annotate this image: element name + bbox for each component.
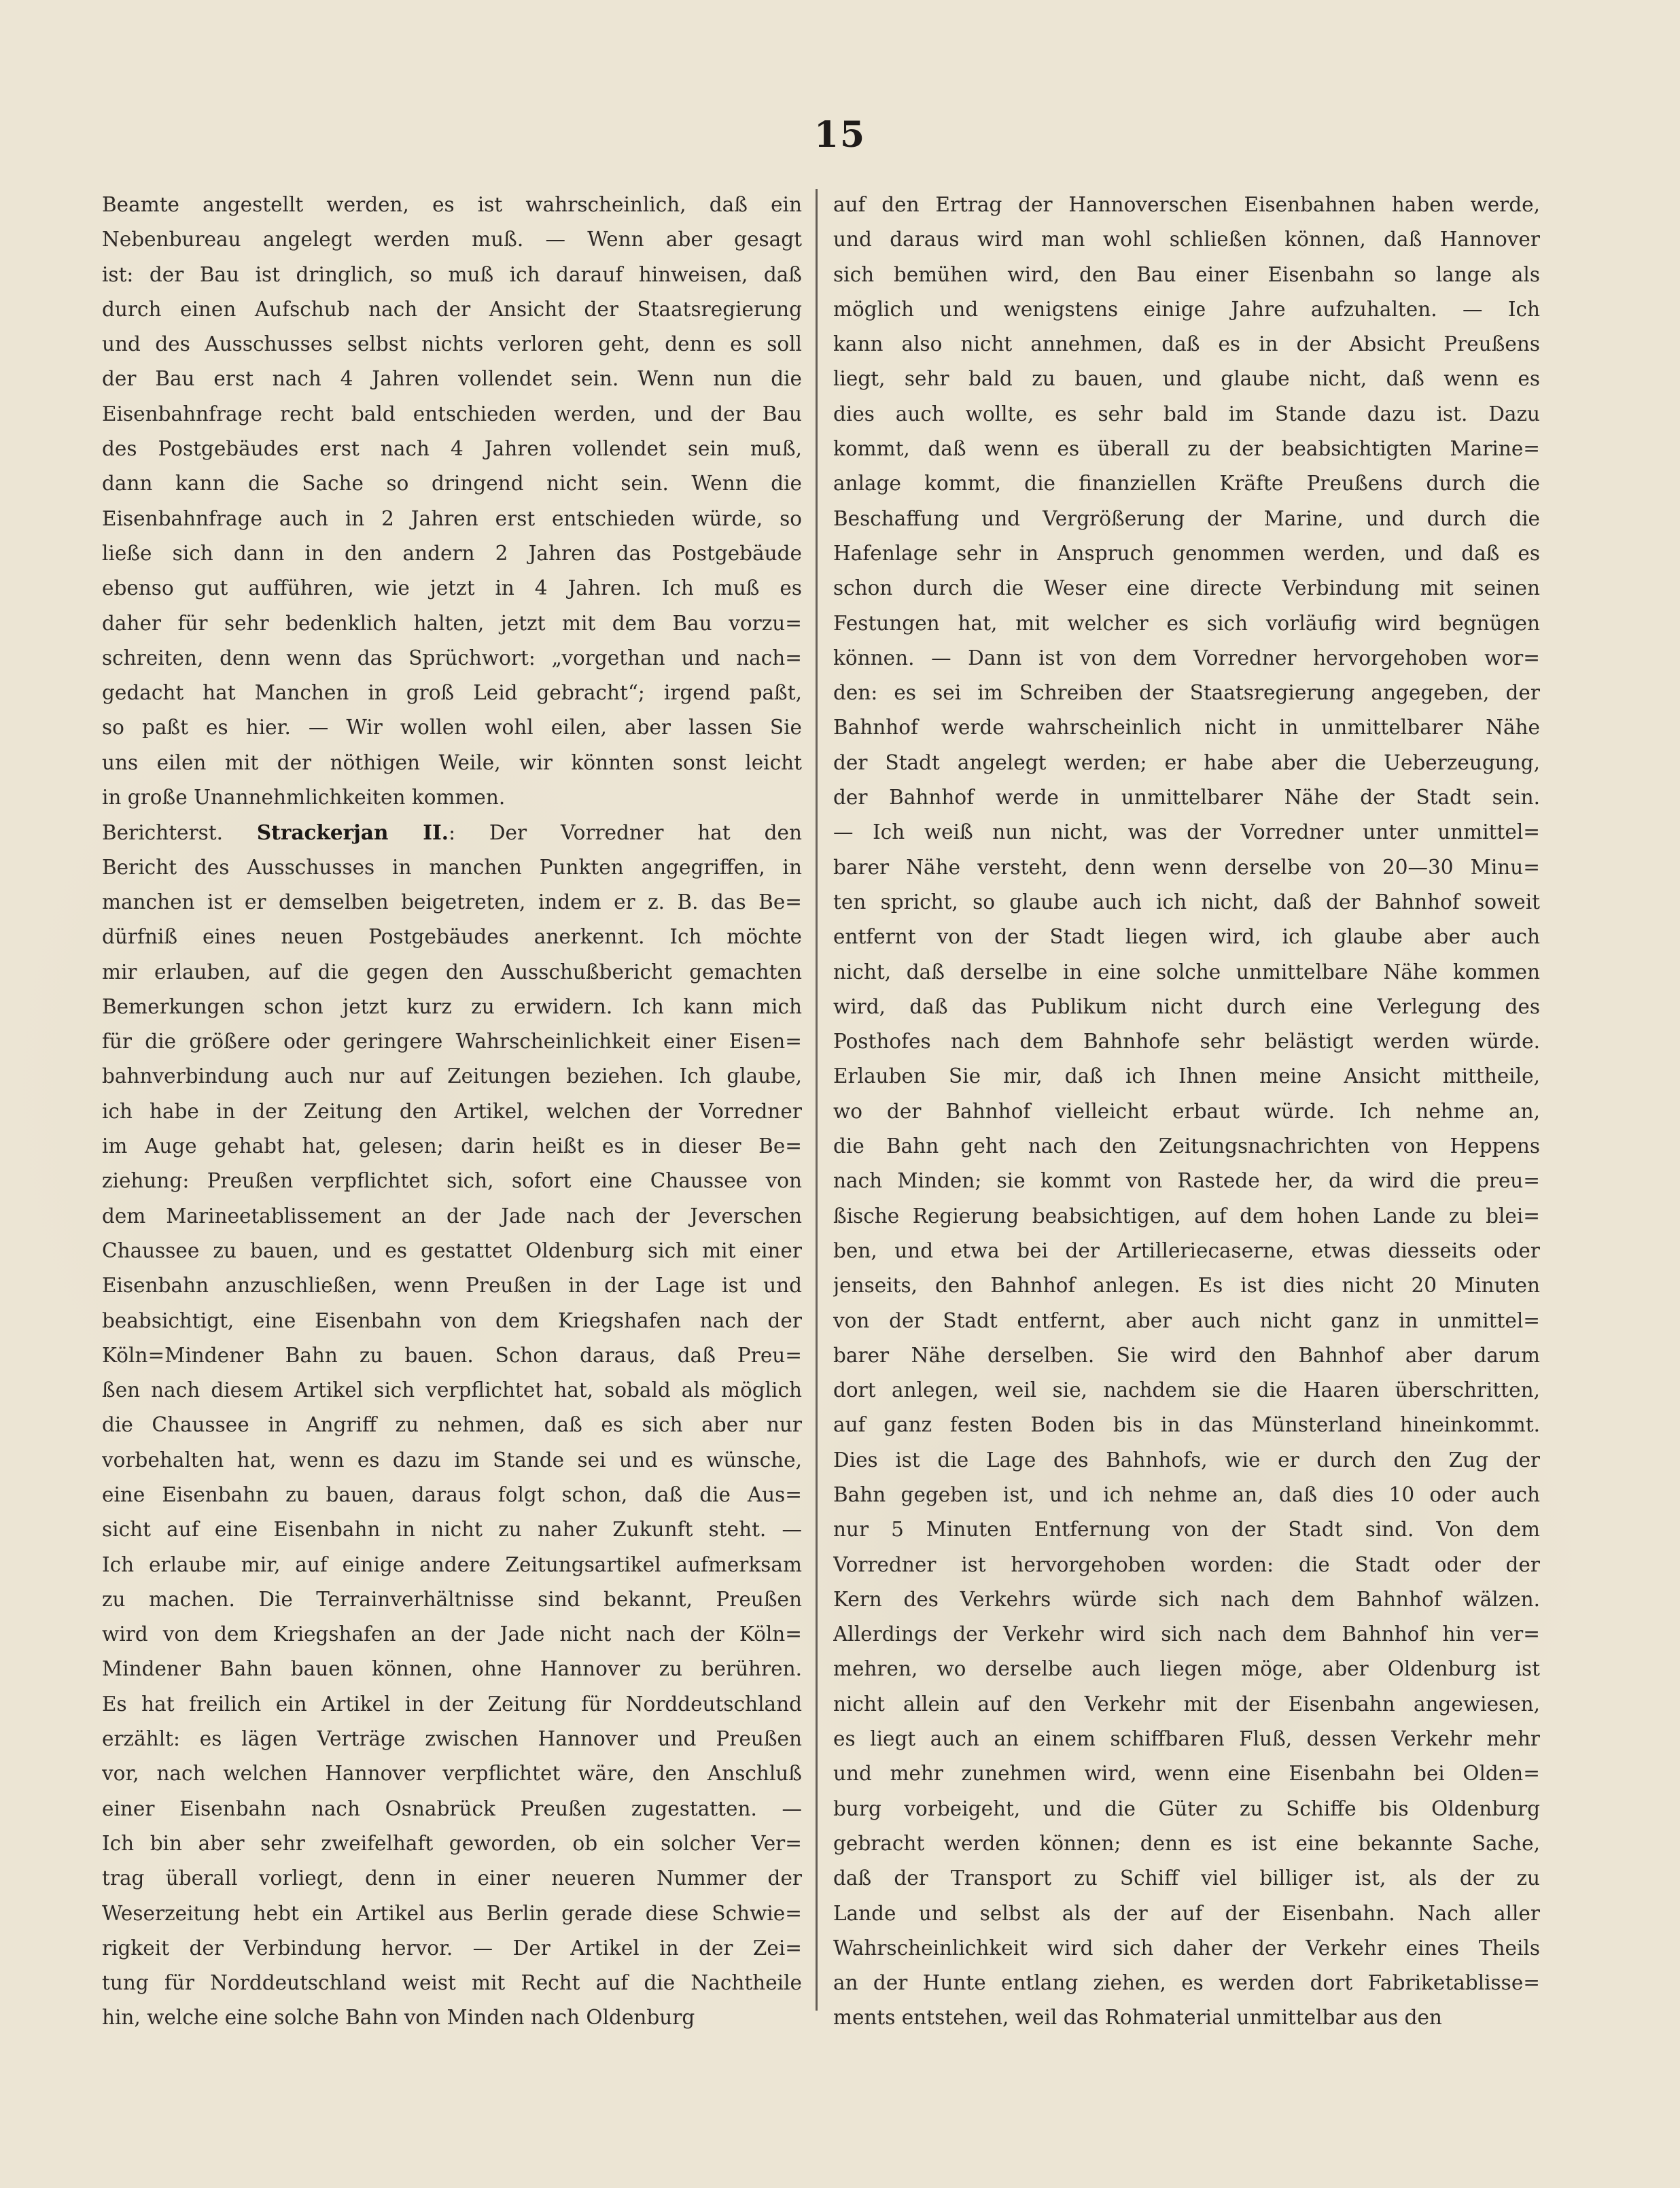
text-line: Weserzeitung hebt ein Artikel aus Berlin gerade diese Schwie= bbox=[102, 1901, 802, 1925]
speaker-text: : Der Vorredner hat den bbox=[449, 821, 802, 845]
text-line: Chaussee zu bauen, und es gestattet Oldenburg sich mit einer bbox=[102, 1238, 802, 1262]
text-line: mehren, wo derselbe auch liegen möge, aber Oldenburg ist bbox=[833, 1657, 1540, 1681]
text-line: in große Unannehmlichkeiten kommen. bbox=[102, 786, 506, 810]
right-text-column bbox=[833, 188, 1540, 2036]
text-line: uns eilen mit der nöthigen Weile, wir könnten sonst leicht bbox=[102, 750, 802, 774]
text-line: für die größere oder geringere Wahrscheinlichkeit einer Eisen= bbox=[102, 1030, 802, 1054]
text-line: ten spricht, so glaube auch ich nicht, daß der Bahnhof soweit bbox=[833, 890, 1540, 914]
column-divider bbox=[816, 189, 818, 2011]
text-line: Posthofes nach dem Bahnhofe sehr belästigt werden würde. bbox=[833, 1030, 1540, 1054]
text-line: wo der Bahnhof vielleicht erbaut würde. Ich nehme an, bbox=[833, 1099, 1540, 1123]
text-line: vor, nach welchen Hannover verpflichtet wäre, den Anschluß bbox=[102, 1762, 802, 1786]
left-text-column bbox=[102, 188, 802, 2036]
text-line: so paßt es hier. — Wir wollen wohl eilen, aber lassen Sie bbox=[102, 716, 802, 740]
text-line: Köln=Mindener Bahn zu bauen. Schon daraus, daß Preu= bbox=[102, 1343, 802, 1367]
text-line: Bericht des Ausschusses in manchen Punkten angegriffen, in bbox=[102, 855, 802, 879]
text-line: Ich erlaube mir, auf einige andere Zeitungsartikel aufmerksam bbox=[102, 1552, 802, 1576]
text-line: ben, und etwa bei der Artilleriecaserne, etwas diesseits oder bbox=[833, 1238, 1540, 1262]
text-line: ßische Regierung beabsichtigen, auf dem hohen Lande zu blei= bbox=[833, 1204, 1540, 1228]
text-line: des Postgebäudes erst nach 4 Jahren vollendet sein muß, bbox=[102, 437, 802, 461]
text-line: können. — Dann ist von dem Vorredner hervorgehoben wor= bbox=[833, 646, 1540, 670]
text-line: sich bemühen wird, den Bau einer Eisenbahn so lange als bbox=[833, 262, 1540, 286]
text-line: Lande und selbst als der auf der Eisenbahn. Nach aller bbox=[833, 1901, 1540, 1925]
text-line: ebenso gut aufführen, wie jetzt in 4 Jahren. Ich muß es bbox=[102, 576, 802, 600]
text-line: gebracht werden können; denn es ist eine bekannte Sache, bbox=[833, 1831, 1540, 1855]
text-line: — Ich weiß nun nicht, was der Vorredner unter unmittel= bbox=[833, 820, 1540, 844]
text-line: nur 5 Minuten Entfernung von der Stadt sind. Von dem bbox=[833, 1518, 1540, 1542]
text-line: an der Hunte entlang ziehen, es werden dort Fabriketablisse= bbox=[833, 1971, 1540, 1995]
text-line: wird von dem Kriegshafen an der Jade nicht nach der Köln= bbox=[102, 1622, 802, 1646]
text-line: dem Marineetablissement an der Jade nach der Jeverschen bbox=[102, 1204, 802, 1228]
text-line: mir erlauben, auf die gegen den Ausschußbericht gemachten bbox=[102, 960, 802, 984]
text-line: Ich bin aber sehr zweifelhaft geworden, ob ein solcher Ver= bbox=[102, 1831, 802, 1855]
text-line: ziehung: Preußen verpflichtet sich, sofort eine Chaussee von bbox=[102, 1169, 802, 1193]
text-line: entfernt von der Stadt liegen wird, ich glaube aber auch bbox=[833, 925, 1540, 949]
text-line: auf den Ertrag der Hannoverschen Eisenbahnen haben werde, bbox=[833, 193, 1540, 216]
text-line: sicht auf eine Eisenbahn in nicht zu naher Zukunft steht. — bbox=[102, 1518, 802, 1542]
text-line: Bahn gegeben ist, und ich nehme an, daß dies 10 oder auch bbox=[833, 1482, 1540, 1506]
text-line: Beamte angestellt werden, es ist wahrscheinlich, daß ein bbox=[102, 193, 802, 216]
text-line: daher für sehr bedenklich halten, jetzt mit dem Bau vorzu= bbox=[102, 611, 802, 635]
text-line: Eisenbahn anzuschließen, wenn Preußen in der Lage ist und bbox=[102, 1274, 802, 1298]
text-line: von der Stadt entfernt, aber auch nicht ganz in unmittel= bbox=[833, 1308, 1540, 1332]
text-line: trag überall vorliegt, denn in einer neueren Nummer der bbox=[102, 1866, 802, 1890]
text-line: Eisenbahnfrage auch in 2 Jahren erst entschieden würde, so bbox=[102, 506, 802, 530]
text-line: und mehr zunehmen wird, wenn eine Eisenbahn bei Olden= bbox=[833, 1762, 1540, 1786]
text-line: kann also nicht annehmen, daß es in der Absicht Preußens bbox=[833, 332, 1540, 356]
text-line: manchen ist er demselben beigetreten, indem er z. B. das Be= bbox=[102, 890, 802, 914]
text-line: Mindener Bahn bauen können, ohne Hannover zu berühren. bbox=[102, 1657, 802, 1681]
text-line: Hafenlage sehr in Anspruch genommen werden, und daß es bbox=[833, 541, 1540, 565]
text-line: gedacht hat Manchen in groß Leid gebracht“; irgend paßt, bbox=[102, 681, 802, 705]
text-line: ments entstehen, weil das Rohmaterial unmittelbar aus den bbox=[833, 2006, 1442, 2030]
text-line: ist: der Bau ist dringlich, so muß ich darauf hinweisen, daß bbox=[102, 262, 802, 286]
text-line: tung für Norddeutschland weist mit Recht auf die Nachtheile bbox=[102, 1971, 802, 1995]
text-line: bahnverbindung auch nur auf Zeitungen beziehen. Ich glaube, bbox=[102, 1064, 802, 1088]
text-line: nicht, daß derselbe in eine solche unmittelbare Nähe kommen bbox=[833, 960, 1540, 984]
text-line: schreiten, denn wenn das Sprüchwort: „vorgethan und nach= bbox=[102, 646, 802, 670]
page-number: 15 bbox=[813, 114, 867, 156]
text-line: der Bau erst nach 4 Jahren vollendet sein. Wenn nun die bbox=[102, 367, 802, 391]
text-line: eine Eisenbahn zu bauen, daraus folgt schon, daß die Aus= bbox=[102, 1482, 802, 1506]
text-line: Es hat freilich ein Artikel in der Zeitung für Norddeutschland bbox=[102, 1692, 802, 1716]
text-line: und daraus wird man wohl schließen können, daß Hannover bbox=[833, 228, 1540, 251]
text-line: Kern des Verkehrs würde sich nach dem Bahnhof wälzen. bbox=[833, 1587, 1540, 1611]
text-line: ich habe in der Zeitung den Artikel, welchen der Vorredner bbox=[102, 1099, 802, 1123]
text-line: hin, welche eine solche Bahn von Minden nach Oldenburg bbox=[102, 2006, 695, 2030]
text-line: und des Ausschusses selbst nichts verloren geht, denn es soll bbox=[102, 332, 802, 356]
text-line: erzählt: es lägen Verträge zwischen Hannover und Preußen bbox=[102, 1727, 802, 1751]
text-line: beabsichtigt, eine Eisenbahn von dem Kriegshafen nach der bbox=[102, 1308, 802, 1332]
text-line: Bahnhof werde wahrscheinlich nicht in unmittelbarer Nähe bbox=[833, 716, 1540, 740]
text-line: nicht allein auf den Verkehr mit der Eisenbahn angewiesen, bbox=[833, 1692, 1540, 1716]
text-line: durch einen Aufschub nach der Ansicht der Staatsregierung bbox=[102, 297, 802, 321]
text-line: nach Minden; sie kommt von Rastede her, da wird die preu= bbox=[833, 1169, 1540, 1193]
text-line: Nebenbureau angelegt werden muß. — Wenn aber gesagt bbox=[102, 228, 802, 251]
text-line: Festungen hat, mit welcher es sich vorläufig wird begnügen bbox=[833, 611, 1540, 635]
text-line: dann kann die Sache so dringend nicht sein. Wenn die bbox=[102, 472, 802, 496]
text-line: vorbehalten hat, wenn es dazu im Stande sei und es wünsche, bbox=[102, 1448, 802, 1472]
text-line: ßen nach diesem Artikel sich verpflichtet hat, sobald als möglich bbox=[102, 1378, 802, 1402]
text-line: auf ganz festen Boden bis in das Münsterland hineinkommt. bbox=[833, 1413, 1540, 1437]
speaker-line bbox=[102, 815, 802, 850]
text-line: Erlauben Sie mir, daß ich Ihnen meine Ansicht mittheile, bbox=[833, 1064, 1540, 1088]
text-line: rigkeit der Verbindung hervor. — Der Artikel in der Zei= bbox=[102, 1936, 802, 1960]
text-line: einer Eisenbahn nach Osnabrück Preußen zugestatten. — bbox=[102, 1796, 802, 1820]
text-line: der Stadt angelegt werden; er habe aber die Ueberzeugung, bbox=[833, 750, 1540, 774]
text-line: Eisenbahnfrage recht bald entschieden werden, und der Bau bbox=[102, 402, 802, 426]
text-line: dort anlegen, weil sie, nachdem sie die Haaren überschritten, bbox=[833, 1378, 1540, 1402]
text-line: Vorredner ist hervorgehoben worden: die Stadt oder der bbox=[833, 1552, 1540, 1576]
text-line: im Auge gehabt hat, gelesen; darin heißt es in dieser Be= bbox=[102, 1134, 802, 1158]
text-line: jenseits, den Bahnhof anlegen. Es ist dies nicht 20 Minuten bbox=[833, 1274, 1540, 1298]
text-line: ließe sich dann in den andern 2 Jahren das Postgebäude bbox=[102, 541, 802, 565]
text-line: barer Nähe versteht, denn wenn derselbe von 20—30 Minu= bbox=[833, 855, 1540, 879]
text-line: daß der Transport zu Schiff viel billiger ist, als der zu bbox=[833, 1866, 1540, 1890]
text-line: Allerdings der Verkehr wird sich nach dem Bahnhof hin ver= bbox=[833, 1622, 1540, 1646]
text-line: Wahrscheinlichkeit wird sich daher der Verkehr eines Theils bbox=[833, 1936, 1540, 1960]
text-line: dies auch wollte, es sehr bald im Stande dazu ist. Dazu bbox=[833, 402, 1540, 426]
text-line: die Bahn geht nach den Zeitungsnachrichten von Heppens bbox=[833, 1134, 1540, 1158]
text-line: wird, daß das Publikum nicht durch eine Verlegung des bbox=[833, 994, 1540, 1018]
text-line: burg vorbeigeht, und die Güter zu Schiffe bis Oldenburg bbox=[833, 1796, 1540, 1820]
text-line: anlage kommt, die finanziellen Kräfte Preußens durch die bbox=[833, 472, 1540, 496]
text-line: möglich und wenigstens einige Jahre aufzuhalten. — Ich bbox=[833, 297, 1540, 321]
text-line: Beschaffung und Vergrößerung der Marine, und durch die bbox=[833, 506, 1540, 530]
text-line: zu machen. Die Terrainverhältnisse sind bekannt, Preußen bbox=[102, 1587, 802, 1611]
text-line: Bemerkungen schon jetzt kurz zu erwidern. Ich kann mich bbox=[102, 994, 802, 1018]
text-line: den: es sei im Schreiben der Staatsregierung angegeben, der bbox=[833, 681, 1540, 705]
text-line: es liegt auch an einem schiffbaren Fluß, dessen Verkehr mehr bbox=[833, 1727, 1540, 1751]
speaker-name: Strackerjan II. bbox=[256, 820, 449, 845]
text-line: schon durch die Weser eine directe Verbindung mit seinen bbox=[833, 576, 1540, 600]
speaker-role: Berichterst. bbox=[102, 821, 257, 845]
text-line: dürfniß eines neuen Postgebäudes anerkennt. Ich möchte bbox=[102, 925, 802, 949]
text-line: Dies ist die Lage des Bahnhofs, wie er durch den Zug der bbox=[833, 1448, 1540, 1472]
text-line: kommt, daß wenn es überall zu der beabsichtigten Marine= bbox=[833, 437, 1540, 461]
text-line: die Chaussee in Angriff zu nehmen, daß es sich aber nur bbox=[102, 1413, 802, 1437]
text-line: liegt, sehr bald zu bauen, und glaube nicht, daß wenn es bbox=[833, 367, 1540, 391]
text-line: der Bahnhof werde in unmittelbarer Nähe der Stadt sein. bbox=[833, 786, 1540, 810]
text-line: barer Nähe derselben. Sie wird den Bahnhof aber darum bbox=[833, 1343, 1540, 1367]
